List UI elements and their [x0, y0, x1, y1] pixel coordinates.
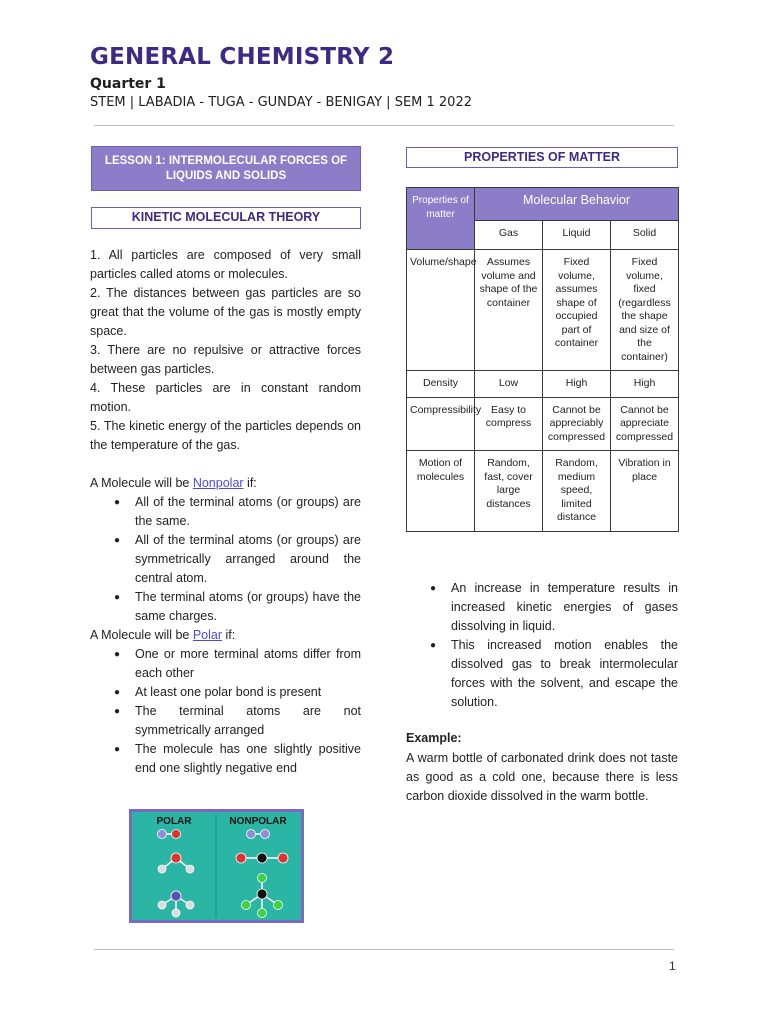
polar-bullet-1: One or more terminal atoms differ from each other: [135, 647, 361, 680]
note-1: An increase in temperature results in increased kinetic energies of gases dissolving in liquid.: [451, 581, 678, 633]
list-item: [406, 579, 678, 636]
lesson-title-box: LESSON 1: INTERMOLECULAR FORCES OF LIQUIDS AND SOLIDS: [91, 146, 361, 191]
polar-molecule-1: [158, 830, 181, 839]
list-item: [406, 636, 678, 712]
nonpolar-intro-prefix: A Molecule will be: [90, 476, 193, 490]
column-header-gas: Gas: [475, 221, 543, 250]
nonpolar-molecule-1: [247, 830, 270, 839]
table-cell: Fixed volume, fixed (regardless the shape and size of the container): [611, 250, 679, 371]
table-cell: High: [611, 371, 679, 398]
molecular-behavior-header: Molecular Behavior: [475, 188, 679, 221]
table-header-row: [407, 188, 679, 221]
nonpolar-intro-suffix: if:: [243, 476, 257, 490]
table-cell: Fixed volume, assumes shape of occupied part of container: [543, 250, 611, 371]
polar-molecule-3: [158, 891, 194, 917]
table-cell: Random, medium speed, limited distance: [543, 451, 611, 532]
molecule-diagram: [132, 812, 301, 920]
bullet-icon: ●: [114, 592, 121, 603]
nonpolar-molecule-2: [236, 853, 288, 863]
row-label: Density: [407, 371, 475, 398]
table-cell: High: [543, 371, 611, 398]
table-row: [407, 371, 679, 398]
polar-link[interactable]: Polar: [192, 628, 223, 642]
properties-heading: PROPERTIES OF MATTER: [406, 147, 678, 168]
page-number: 1: [669, 959, 676, 973]
kmt-heading: KINETIC MOLECULAR THEORY: [91, 207, 361, 229]
row-label: Compressibility: [407, 397, 475, 451]
kmt-point-3: 3. There are no repulsive or attractive forces between gas particles.: [90, 343, 361, 376]
table-cell: Vibration in place: [611, 451, 679, 532]
bullet-icon: ●: [114, 535, 121, 546]
nonpolar-bullet-1: All of the terminal atoms (or groups) are the same.: [135, 495, 361, 528]
left-column: [90, 246, 361, 778]
polar-bullet-3: The terminal atoms are not symmetrically arranged: [135, 704, 361, 737]
row-label: Motion of molecules: [407, 451, 475, 532]
polar-intro-prefix: A Molecule will be: [90, 628, 193, 642]
column-header-solid: Solid: [611, 221, 679, 250]
note-2: This increased motion enables the dissolved gas to break intermolecular forces with the solvent, and escape the solution.: [451, 638, 678, 709]
column-header-liquid: Liquid: [543, 221, 611, 250]
table-cell: Cannot be appreciably compressed: [543, 397, 611, 451]
table-cell: Cannot be appreciate compressed: [611, 397, 679, 451]
bullet-icon: ●: [114, 706, 121, 717]
bullet-icon: ●: [430, 583, 437, 594]
table-row: [407, 397, 679, 451]
table-corner-cell: Properties of matter: [407, 188, 475, 250]
list-item: [90, 740, 361, 778]
table-row: [407, 451, 679, 532]
notes-list: [406, 579, 678, 712]
nonpolar-link[interactable]: Nonpolar: [192, 476, 244, 490]
polar-label: POLAR: [156, 816, 192, 827]
table-row: [407, 250, 679, 371]
table-cell: Random, fast, cover large distances: [475, 451, 543, 532]
list-item: [90, 531, 361, 588]
polar-list: [90, 645, 361, 778]
nonpolar-list: [90, 493, 361, 626]
nonpolar-bullet-2: All of the terminal atoms (or groups) are symmetrically arranged around the central atom.: [135, 533, 361, 585]
header-divider: [94, 125, 674, 126]
table-cell: Easy to compress: [475, 397, 543, 451]
list-item: [90, 645, 361, 683]
footer-divider: [94, 949, 674, 950]
row-label: Volume/shape: [407, 250, 475, 371]
nonpolar-label: NONPOLAR: [229, 816, 287, 827]
list-item: [90, 702, 361, 740]
bullet-icon: ●: [114, 497, 121, 508]
nonpolar-intro: [90, 474, 361, 493]
polar-intro: [90, 626, 361, 645]
polar-nonpolar-figure: [129, 809, 304, 923]
table-cell: Assumes volume and shape of the container: [475, 250, 543, 371]
nonpolar-bullet-3: The terminal atoms (or groups) have the same charges.: [135, 590, 361, 623]
kmt-point-2: 2. The distances between gas particles are so great that the volume of the gas is mostly empty space.: [90, 286, 361, 338]
quarter-label: Quarter 1: [90, 76, 166, 92]
example-heading: Example:: [406, 731, 462, 745]
nonpolar-molecule-3: [242, 874, 283, 918]
polar-molecule-2: [158, 853, 194, 873]
polar-intro-suffix: if:: [222, 628, 236, 642]
bullet-icon: ●: [114, 687, 121, 698]
table-cell: Low: [475, 371, 543, 398]
bullet-icon: ●: [114, 744, 121, 755]
course-subtitle: STEM | LABADIA - TUGA - GUNDAY - BENIGAY | SEM 1 2022: [90, 95, 472, 110]
kmt-point-1: 1. All particles are composed of very small particles called atoms or molecules.: [90, 248, 361, 281]
polar-bullet-2: At least one polar bond is present: [135, 685, 322, 699]
list-item: [90, 493, 361, 531]
list-item: [90, 588, 361, 626]
kmt-point-4: 4. These particles are in constant random motion.: [90, 381, 361, 414]
page-title: GENERAL CHEMISTRY 2: [90, 44, 395, 70]
notes-list-container: [406, 579, 678, 712]
kmt-point-5: 5. The kinetic energy of the particles depends on the temperature of the gas.: [90, 419, 361, 452]
example-text: A warm bottle of carbonated drink does not taste as good as a cold one, because there is less carbon dioxide dissolved in the warm bottle.: [406, 751, 678, 803]
properties-table: [406, 187, 679, 532]
polar-bullet-4: The molecule has one slightly positive end one slightly negative end: [135, 742, 361, 775]
bullet-icon: ●: [114, 649, 121, 660]
bullet-icon: ●: [430, 640, 437, 651]
list-item: [90, 683, 361, 702]
